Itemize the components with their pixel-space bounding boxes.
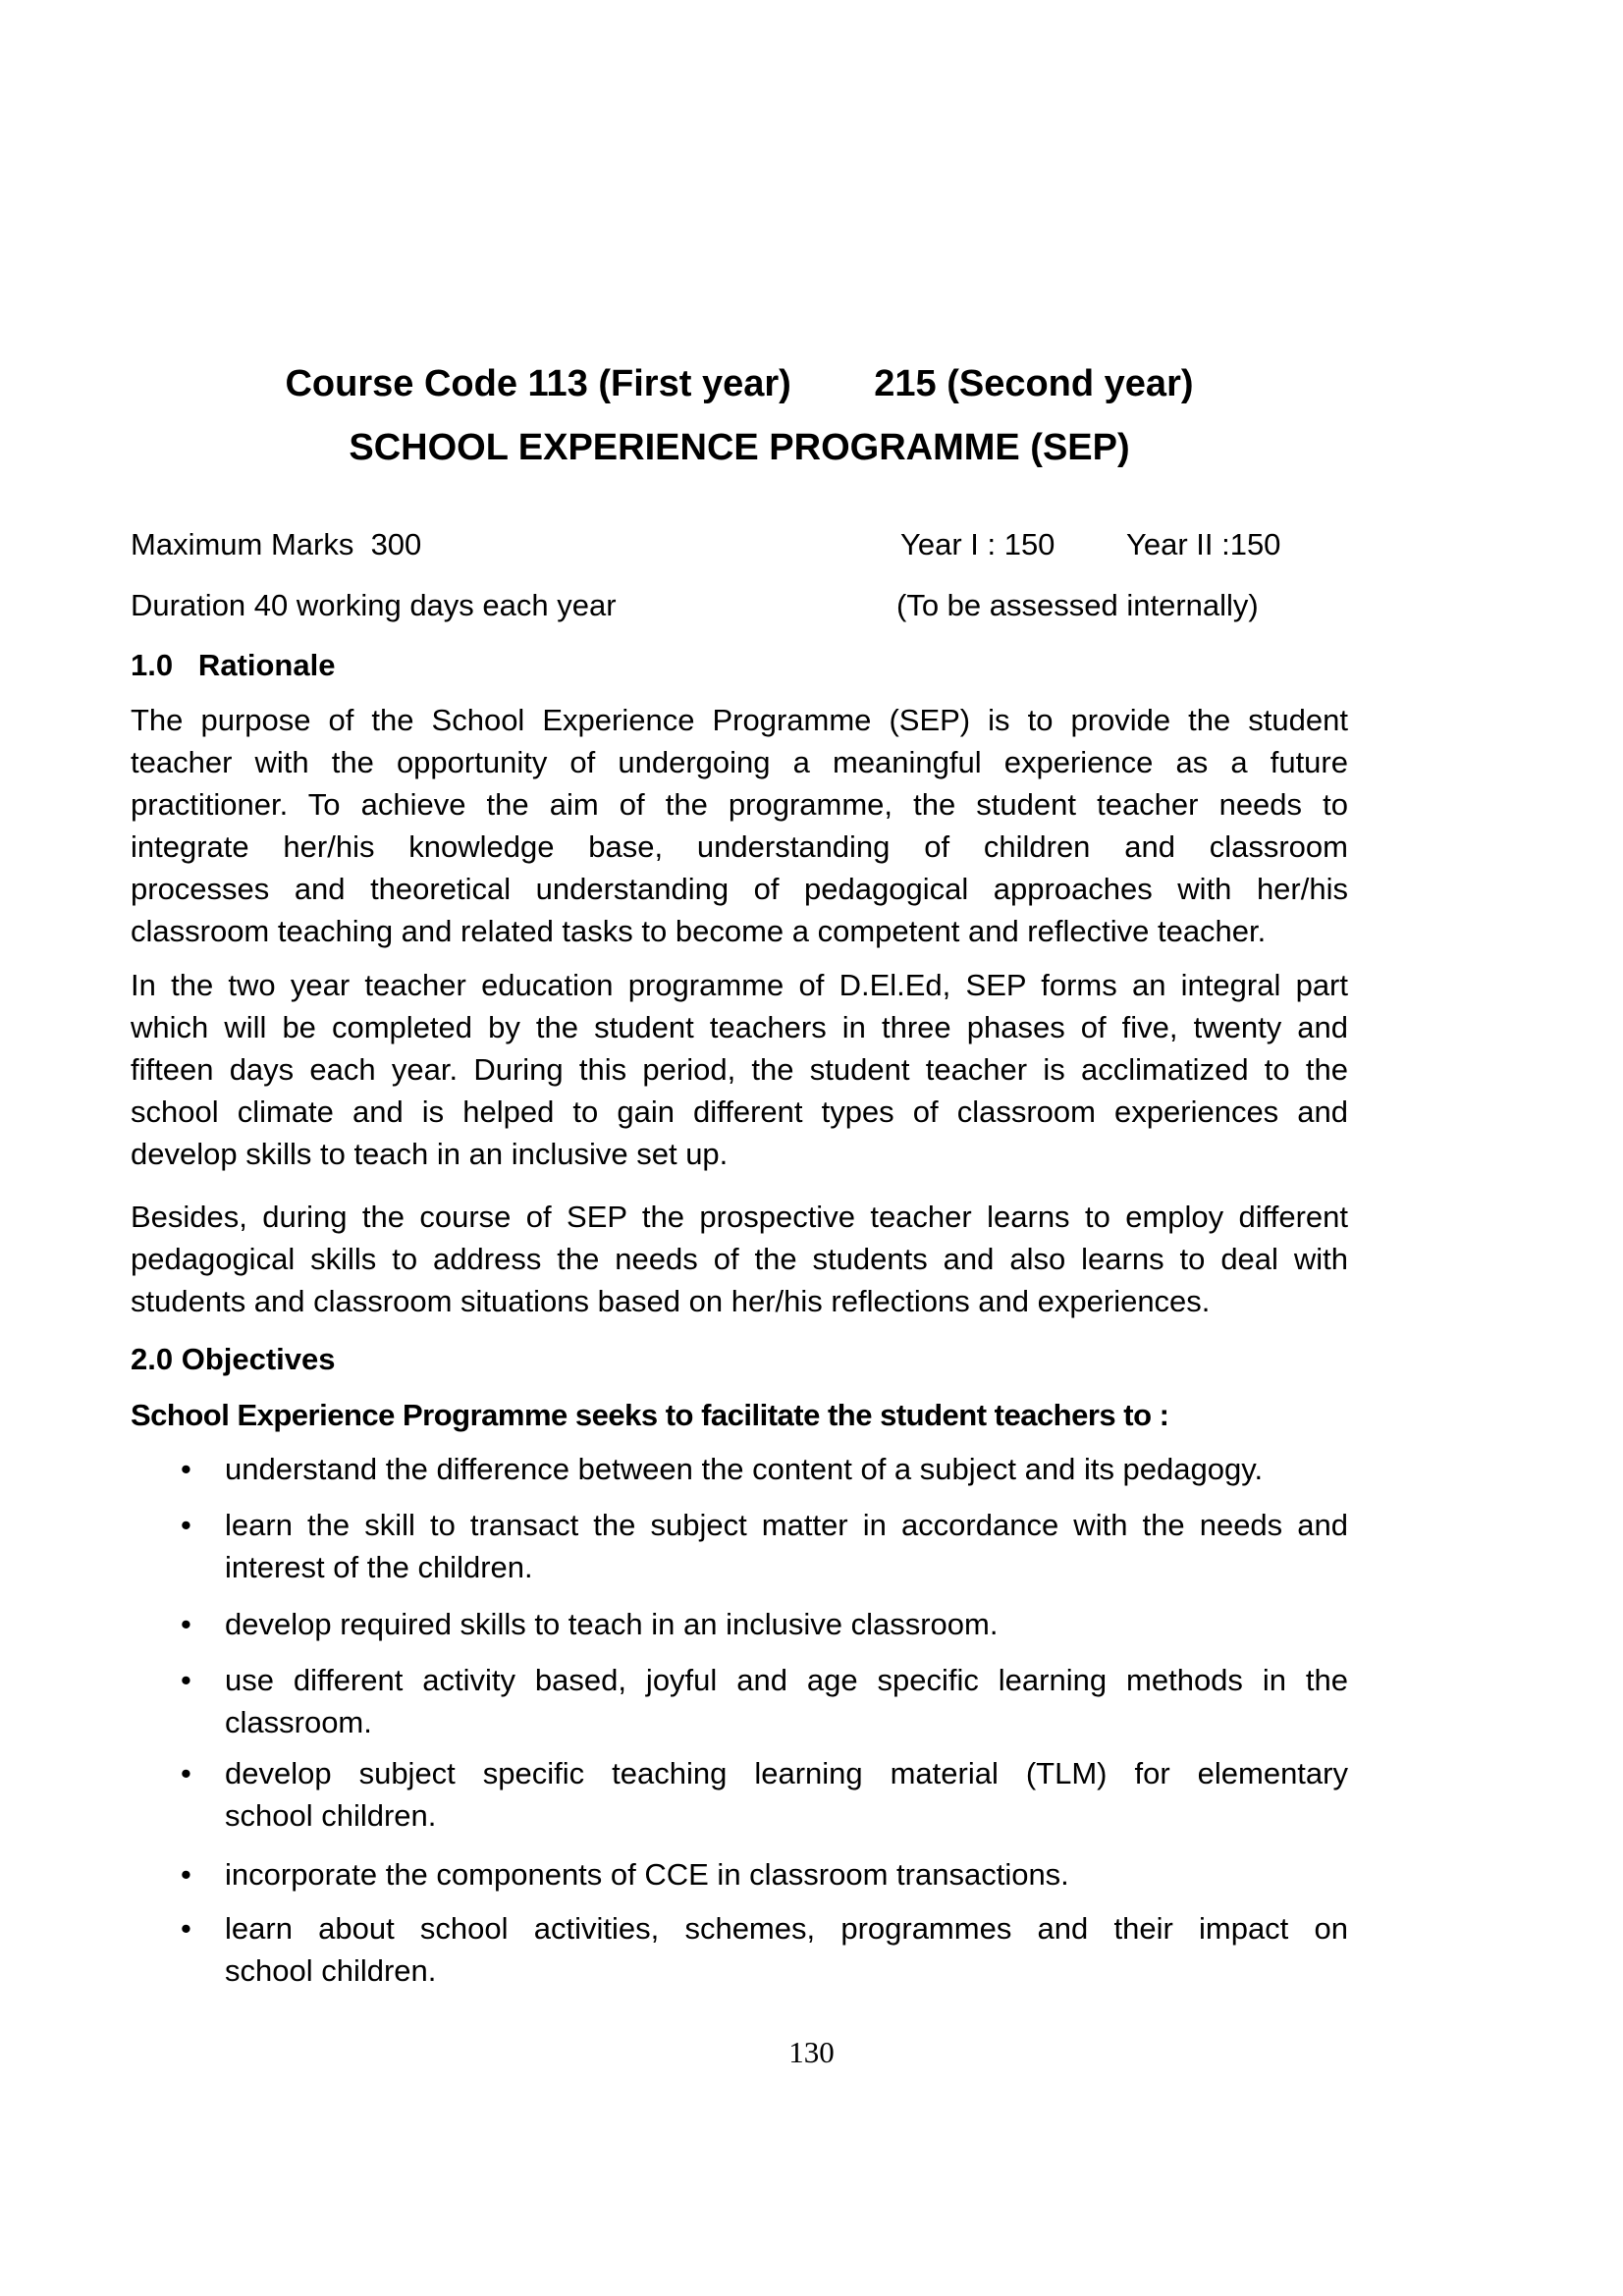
- bullet-dot-icon: •: [181, 1756, 191, 1790]
- text-line: students and classroom situations based on her/his reflections and experiences.: [131, 1284, 1211, 1318]
- text-line: learn the skill to transact the subject matter in accordance with the needs and: [225, 1508, 1348, 1542]
- text-line: integrate her/his knowledge base, understanding of children and classroom: [131, 829, 1348, 864]
- duration-row: [131, 584, 1348, 626]
- text-line: school climate and is helped to gain different types of classroom experiences and: [131, 1095, 1348, 1129]
- rationale-paragraph-2: [131, 964, 1348, 1175]
- text-line: fifteen days each year. During this period, the student teacher is acclimatized to the: [131, 1052, 1348, 1087]
- text-line: classroom.: [225, 1705, 372, 1739]
- text-line: practitioner. To achieve the aim of the programme, the student teacher needs to: [131, 787, 1348, 822]
- bullet-item: [181, 1853, 1348, 1896]
- text-line: teacher with the opportunity of undergoing a meaningful experience as a future: [131, 745, 1348, 779]
- text-line: use different activity based, joyful and age specific learning methods in the: [225, 1663, 1348, 1697]
- text-line: interest of the children.: [225, 1550, 533, 1584]
- text-line: The purpose of the School Experience Programme (SEP) is to provide the student: [131, 703, 1348, 737]
- marks-row: [131, 523, 1348, 565]
- year2-marks: Year II :150: [1126, 527, 1281, 561]
- year1-marks: Year I : 150: [900, 527, 1055, 561]
- bullet-dot-icon: •: [181, 1857, 191, 1892]
- text-line: develop skills to teach in an inclusive set up.: [131, 1137, 729, 1171]
- bullet-dot-icon: •: [181, 1508, 191, 1542]
- duration-label: Duration 40 working days each year: [131, 588, 617, 622]
- text-line: processes and theoretical understanding of pedagogical approaches with her/his: [131, 872, 1348, 906]
- objectives-intro: School Experience Programme seeks to facilitate the student teachers to :: [131, 1398, 1169, 1432]
- bullet-item: [181, 1907, 1348, 1992]
- bullet-dot-icon: •: [181, 1452, 191, 1486]
- text-line: Besides, during the course of SEP the prospective teacher learns to employ different: [131, 1200, 1348, 1234]
- bullet-dot-icon: •: [181, 1663, 191, 1697]
- text-line: develop required skills to teach in an inclusive classroom.: [225, 1607, 999, 1641]
- course-code-heading: Course Code 113 (First year) 215 (Second year): [285, 363, 1194, 404]
- text-line: pedagogical skills to address the needs of the students and also learns to deal with: [131, 1242, 1348, 1276]
- objectives-heading: 2.0 Objectives: [131, 1342, 336, 1376]
- text-line: school children.: [225, 1798, 437, 1833]
- text-line: understand the difference between the content of a subject and its pedagogy.: [225, 1452, 1264, 1486]
- text-line: develop subject specific teaching learning material (TLM) for elementary: [225, 1756, 1348, 1790]
- text-line: In the two year teacher education programme of D.El.Ed, SEP forms an integral part: [131, 968, 1348, 1002]
- text-line: school children.: [225, 1953, 437, 1988]
- rationale-paragraph-3: [131, 1196, 1348, 1322]
- bullet-item: [181, 1504, 1348, 1588]
- programme-title: SCHOOL EXPERIENCE PROGRAMME (SEP): [349, 427, 1130, 468]
- bullet-item: [181, 1448, 1348, 1490]
- rationale-heading: 1.0 Rationale: [131, 648, 336, 682]
- bullet-dot-icon: •: [181, 1911, 191, 1946]
- page-number: 130: [788, 2035, 835, 2069]
- text-line: incorporate the components of CCE in classroom transactions.: [225, 1857, 1069, 1892]
- max-marks-label: Maximum Marks 300: [131, 527, 422, 561]
- bullet-dot-icon: •: [181, 1607, 191, 1641]
- bullet-item: [181, 1603, 1348, 1645]
- text-line: learn about school activities, schemes, programmes and their impact on: [225, 1911, 1348, 1946]
- bullet-item: [181, 1752, 1348, 1837]
- bullet-item: [181, 1659, 1348, 1743]
- assessment-note: (To be assessed internally): [896, 588, 1259, 622]
- text-line: which will be completed by the student teachers in three phases of five, twenty and: [131, 1010, 1348, 1044]
- rationale-paragraph-1: [131, 699, 1348, 952]
- text-line: classroom teaching and related tasks to become a competent and reflective teacher.: [131, 914, 1267, 948]
